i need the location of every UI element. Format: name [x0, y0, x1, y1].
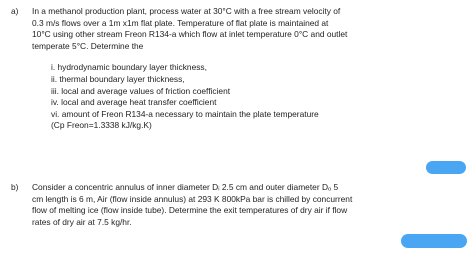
- subitem-vi: vi. amount of Freon R134-a necessary to maintain the plate temperature (Cp Freon=1.3338 kJ/kg.K): [51, 108, 319, 131]
- question-a-subitems: [51, 62, 463, 132]
- question-b-text: Consider a concentric annulus of inner diameter Dᵢ 2.5 cm and outer diameter Dₒ 5 cm length is 6 m, Air (flow inside annulus) at 293 K 800kPa bar is chilled by concurrent flow of melting ice (flow inside tube). Determine the exit temperatures of dry air if flow rates of dry air at 7.5 kg/hr.: [32, 182, 353, 227]
- subitem-iii: iii. local and average values of friction coefficient: [51, 85, 231, 96]
- question-a-text: In a methanol production plant, process water at 30°C with a free stream velocity of 0.3 m/s flows over a 1m x1m flat plate. Temperature of flat plate is maintained at 10°C using other stream Freon R134-a which flow at inlet temperature 0°C and outlet temperate 5°C. Determine the: [32, 6, 348, 51]
- subitem-ii: ii. thermal boundary layer thickness,: [51, 73, 185, 84]
- question-b-label: b): [11, 182, 19, 192]
- subitem-i: i. hydrodynamic boundary layer thickness,: [51, 62, 207, 73]
- question-a-label: a): [11, 6, 19, 16]
- highlight-mark: [426, 161, 466, 174]
- question-a: [11, 6, 463, 132]
- subitem-iv: iv. local and average heat transfer coefficient: [51, 97, 217, 108]
- question-b: [11, 182, 463, 228]
- highlight-mark: [401, 234, 467, 248]
